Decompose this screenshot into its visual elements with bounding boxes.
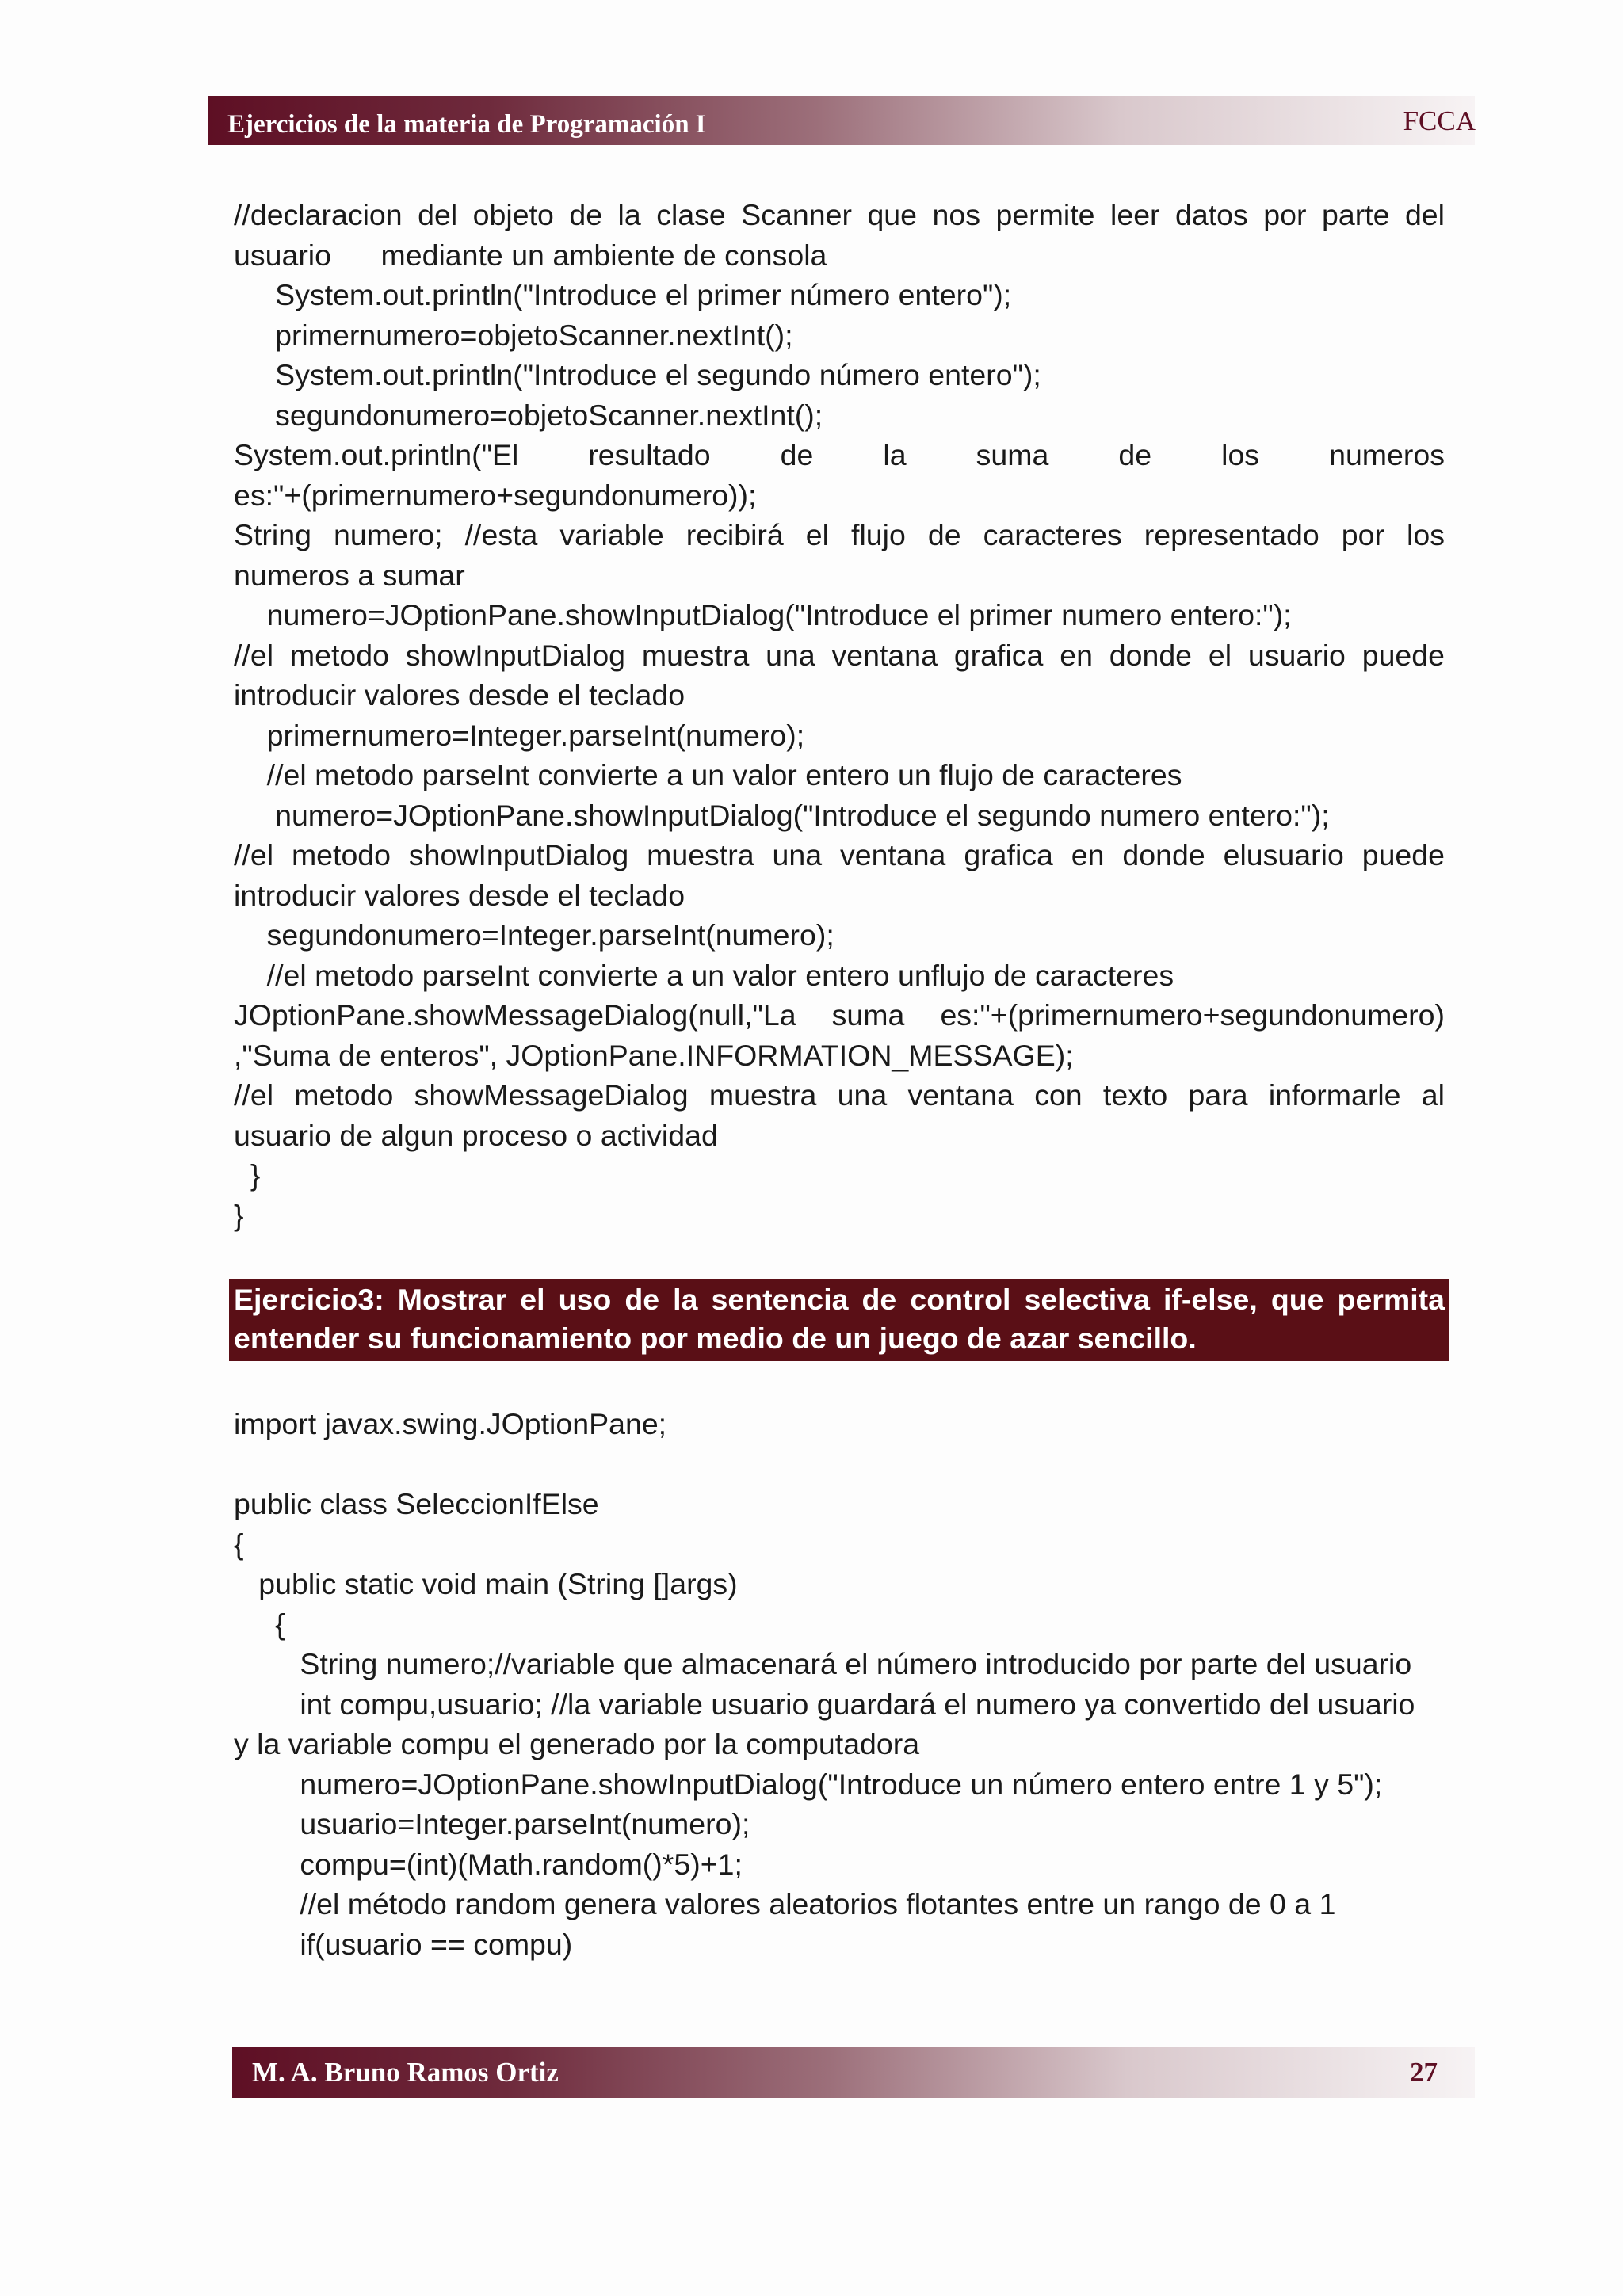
footer-author: M. A. Bruno Ramos Ortiz (252, 2057, 559, 2088)
code-line: } (234, 1198, 244, 1232)
code-line: introducir valores desde el teclado (234, 878, 685, 912)
code-line: numero=JOptionPane.showInputDialog("Introduce el segundo numero entero:"); (234, 798, 1330, 832)
code-line: { (234, 1607, 285, 1641)
code-line: numero=JOptionPane.showInputDialog("Introduce el primer numero entero:"); (234, 598, 1292, 631)
code-line: ,"Suma de enteros", JOptionPane.INFORMATION_MESSAGE); (234, 1038, 1074, 1072)
code-line: int compu,usuario; //la variable usuario guardará el numero ya convertido del usuario (234, 1687, 1415, 1721)
code-line: numero=JOptionPane.showInputDialog("Introduce un número entero entre 1 y 5"); (234, 1767, 1383, 1801)
code-line: usuario mediante un ambiente de consola (234, 238, 827, 272)
code-line: primernumero=objetoScanner.nextInt(); (234, 318, 793, 352)
code-line: if(usuario == compu) (234, 1927, 573, 1961)
code-line: //el metodo parseInt convierte a un valor entero un flujo de caracteres (234, 758, 1182, 791)
code-line: System.out.println("Introduce el primer número entero"); (234, 278, 1012, 311)
code-line: String numero;//variable que almacenará el número introducido por parte del usuario (234, 1647, 1412, 1680)
code-line: segundonumero=Integer.parseInt(numero); (234, 918, 834, 952)
code-line: //el metodo parseInt convierte a un valor entero unflujo de caracteres (234, 958, 1174, 992)
blank-line (234, 1364, 1445, 1405)
code-line: primernumero=Integer.parseInt(numero); (234, 718, 805, 752)
code-listing (234, 1364, 1445, 1965)
header-title: Ejercicios de la materia de Programación I (227, 110, 706, 139)
code-line: //el metodo showInputDialog muestra una ventana grafica en donde elusuario puede (234, 838, 1445, 871)
code-line: //el metodo showMessageDialog muestra una ventana con texto para informarle al (234, 1078, 1445, 1112)
page-content (234, 195, 1445, 1964)
exercise-heading-line: Ejercicio3: Mostrar el uso de la sentencia de control selectiva if-else, que permita (234, 1282, 1445, 1316)
code-line: //declaracion del objeto de la clase Scanner que nos permite leer datos por parte del (234, 198, 1445, 231)
code-line: public class SeleccionIfElse (234, 1487, 599, 1520)
code-line: usuario de algun proceso o actividad (234, 1118, 718, 1152)
code-line: JOptionPane.showMessageDialog(null,"La suma es:"+(primernumero+segundonumero) (234, 998, 1445, 1032)
spacer (234, 1235, 1445, 1276)
code-line: { (234, 1527, 244, 1561)
code-line: numeros a sumar (234, 558, 465, 592)
code-line: compu=(int)(Math.random()*5)+1; (234, 1847, 743, 1881)
code-listing-continued (234, 195, 1445, 1235)
code-line: usuario=Integer.parseInt(numero); (234, 1807, 750, 1840)
code-line: System.out.println("Introduce el segundo número entero"); (234, 358, 1041, 391)
code-line: //el metodo showInputDialog muestra una ventana grafica en donde el usuario puede (234, 638, 1445, 672)
code-line: segundonumero=objetoScanner.nextInt(); (234, 398, 823, 432)
exercise-heading (229, 1279, 1449, 1361)
page-number: 27 (1410, 2057, 1438, 2088)
code-line: es:"+(primernumero+segundonumero)); (234, 478, 757, 512)
header-faculty: FCCA (1403, 105, 1476, 136)
code-line: import javax.swing.JOptionPane; (234, 1407, 667, 1440)
exercise-heading-line: entender su funcionamiento por medio de un juego de azar sencillo. (234, 1321, 1197, 1355)
code-line: public static void main (String []args) (234, 1567, 738, 1600)
blank-line (234, 1444, 1445, 1485)
code-line: y la variable compu el generado por la computadora (234, 1727, 920, 1760)
code-line: //el método random genera valores aleatorios flotantes entre un rango de 0 a 1 (234, 1887, 1336, 1920)
code-line: } (234, 1158, 261, 1192)
code-line: String numero; //esta variable recibirá el flujo de caracteres representado por los (234, 518, 1445, 551)
code-line: introducir valores desde el teclado (234, 678, 685, 711)
code-line: System.out.println("El resultado de la suma de los numeros (234, 438, 1445, 471)
